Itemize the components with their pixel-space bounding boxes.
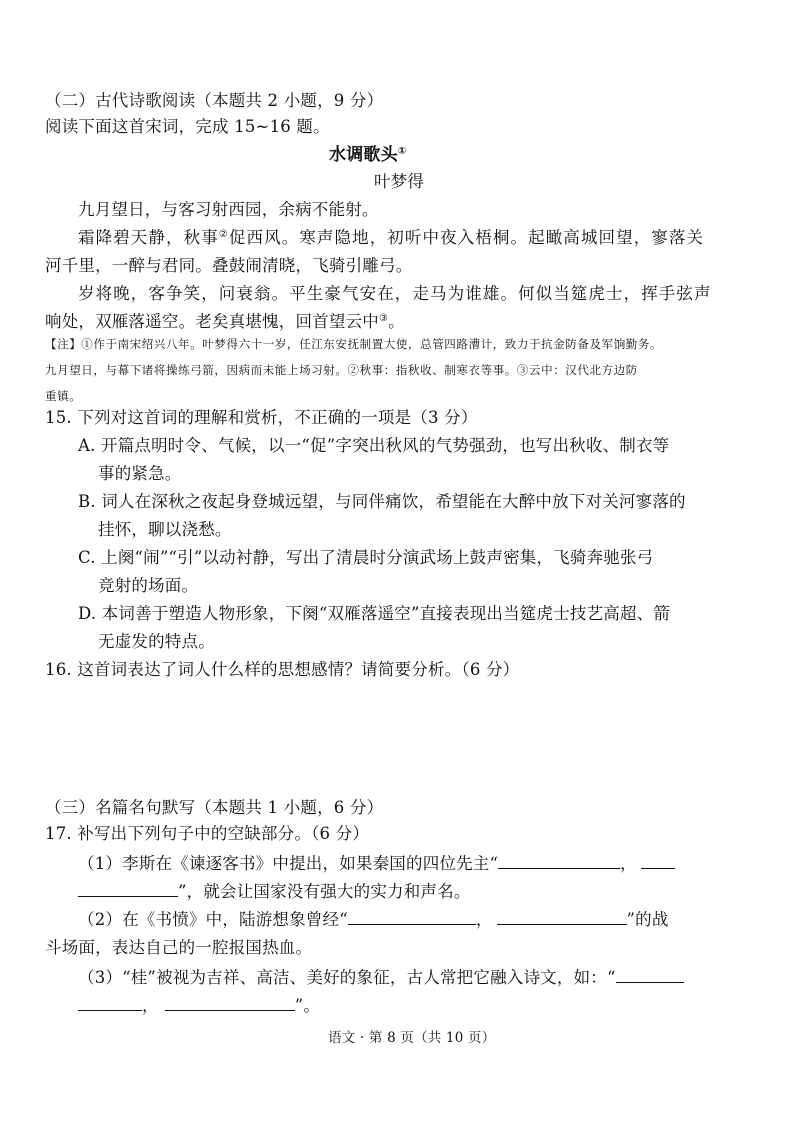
option-d-cont: 无虚发的特点。 <box>98 632 215 651</box>
poem-line-text: 。 <box>388 312 405 331</box>
poem-author: 叶梦得 <box>374 172 425 191</box>
answer-blank[interactable] <box>165 995 295 1011</box>
option-a-cont: 事的紧急。 <box>98 464 182 483</box>
sentence-text: （1）李斯在《谏逐客书》中提出，如果秦国的四位先主“ <box>78 854 499 873</box>
footnote-mark: ② <box>218 229 229 240</box>
poem-line-text: 促西风。寒声隐地，初听中夜入梧桐。起瞰高城回望，寥落关 <box>228 228 705 247</box>
answer-blank[interactable] <box>78 995 142 1011</box>
poem-line <box>78 227 704 249</box>
sentence-text: ， <box>475 910 493 929</box>
answer-blank[interactable] <box>78 881 178 897</box>
poem-line-text: 霜降碧天静，秋事 <box>78 228 219 247</box>
sentence-text: ”。 <box>294 996 321 1015</box>
answer-blank[interactable] <box>348 909 476 925</box>
sentence-text: （3）“桂”被视为吉祥、高洁、美好的象征，古人常把它融入诗文，如：“ <box>78 968 616 987</box>
poem-line: 河千里，一醉与君同。叠鼓闹清晓，飞骑引雕弓。 <box>45 256 413 275</box>
answer-blank[interactable] <box>641 853 675 869</box>
page-footer: 语文 · 第 8 页（共 10 页） <box>328 1030 496 1046</box>
sentence-text: （2）在《书愤》中，陆游想象曾经“ <box>78 910 348 929</box>
poem-title-text: 水调歌头 <box>329 145 398 165</box>
option-a: A. 开篇点明时令、气候，以一“促”字突出秋风的气势强劲，也写出秋收、制衣等 <box>78 436 670 455</box>
fill-sentence-3-cont <box>78 995 320 1017</box>
footnote-mark: ③ <box>379 313 389 324</box>
option-d: D. 本词善于塑造人物形象，下阕“双雁落遥空”直接表现出当筵虎士技艺高超、箭 <box>78 604 671 623</box>
poem-line-text: 响处，双雁落遥空。老矣真堪愧，回首望云中 <box>45 312 379 331</box>
poem-line: 岁将晚，客争笑，问衰翁。平生豪气安在，走马为谁雄。何似当筵虎士，挥手弦声 <box>78 284 712 303</box>
option-c-cont: 竞射的场面。 <box>98 576 199 595</box>
section-heading: （三）名篇名句默写（本题共 1 小题，6 分） <box>45 798 384 817</box>
option-b: B. 词人在深秋之夜起身登城远望，与同伴痛饮，希望能在大醉中放下对关河寥落的 <box>78 492 686 511</box>
annotation-note: 重镇。 <box>45 389 82 403</box>
option-b-cont: 挂怀，聊以浇愁。 <box>98 520 232 539</box>
option-c: C. 上阕“闹”“引”以动衬静，写出了清晨时分演武场上鼓声密集，飞骑奔驰张弓 <box>78 548 654 567</box>
annotation-note: 【注】①作于南宋绍兴八年。叶梦得六十一岁，任江东安抚制置大使，总管四路漕计，致力于抗金防备及军饷勤务。 <box>45 337 663 351</box>
fill-sentence-1 <box>78 853 675 875</box>
sentence-text: ”的战 <box>626 910 669 929</box>
sentence-text: ”，就会让国家没有强大的实力和声名。 <box>178 882 471 901</box>
poem-preface: 九月望日，与客习射西园，余病不能射。 <box>78 200 379 219</box>
question-15-stem: 15. 下列对这首词的理解和赏析，不正确的一项是（3 分） <box>45 408 478 427</box>
answer-blank[interactable] <box>616 967 684 983</box>
question-16-stem: 16. 这首词表达了词人什么样的思想感情？请简要分析。（6 分） <box>45 660 520 679</box>
fill-sentence-3 <box>78 967 684 989</box>
footnote-mark: ① <box>397 146 407 157</box>
answer-blank[interactable] <box>497 909 627 925</box>
annotation-note: 九月望日，与幕下诸将操练弓箭，因病而未能上场习射。②秋事：指秋收、制寒衣等事。③云中：汉代北方边防 <box>45 363 638 377</box>
fill-sentence-1-cont <box>78 881 471 903</box>
sentence-text: ， <box>142 996 159 1015</box>
fill-sentence-2 <box>78 909 669 931</box>
question-17-stem: 17. 补写出下列句子中的空缺部分。（6 分） <box>45 824 370 843</box>
fill-sentence-2-cont: 斗场面，表达自己的一腔报国热血。 <box>45 938 313 957</box>
reading-instruction: 阅读下面这首宋词，完成 15~16 题。 <box>45 117 330 136</box>
poem-title <box>329 144 406 166</box>
section-heading: （二）古代诗歌阅读（本题共 2 小题，9 分） <box>45 91 384 110</box>
poem-line <box>45 311 405 333</box>
sentence-text: ， <box>620 854 637 873</box>
answer-blank[interactable] <box>498 853 620 869</box>
